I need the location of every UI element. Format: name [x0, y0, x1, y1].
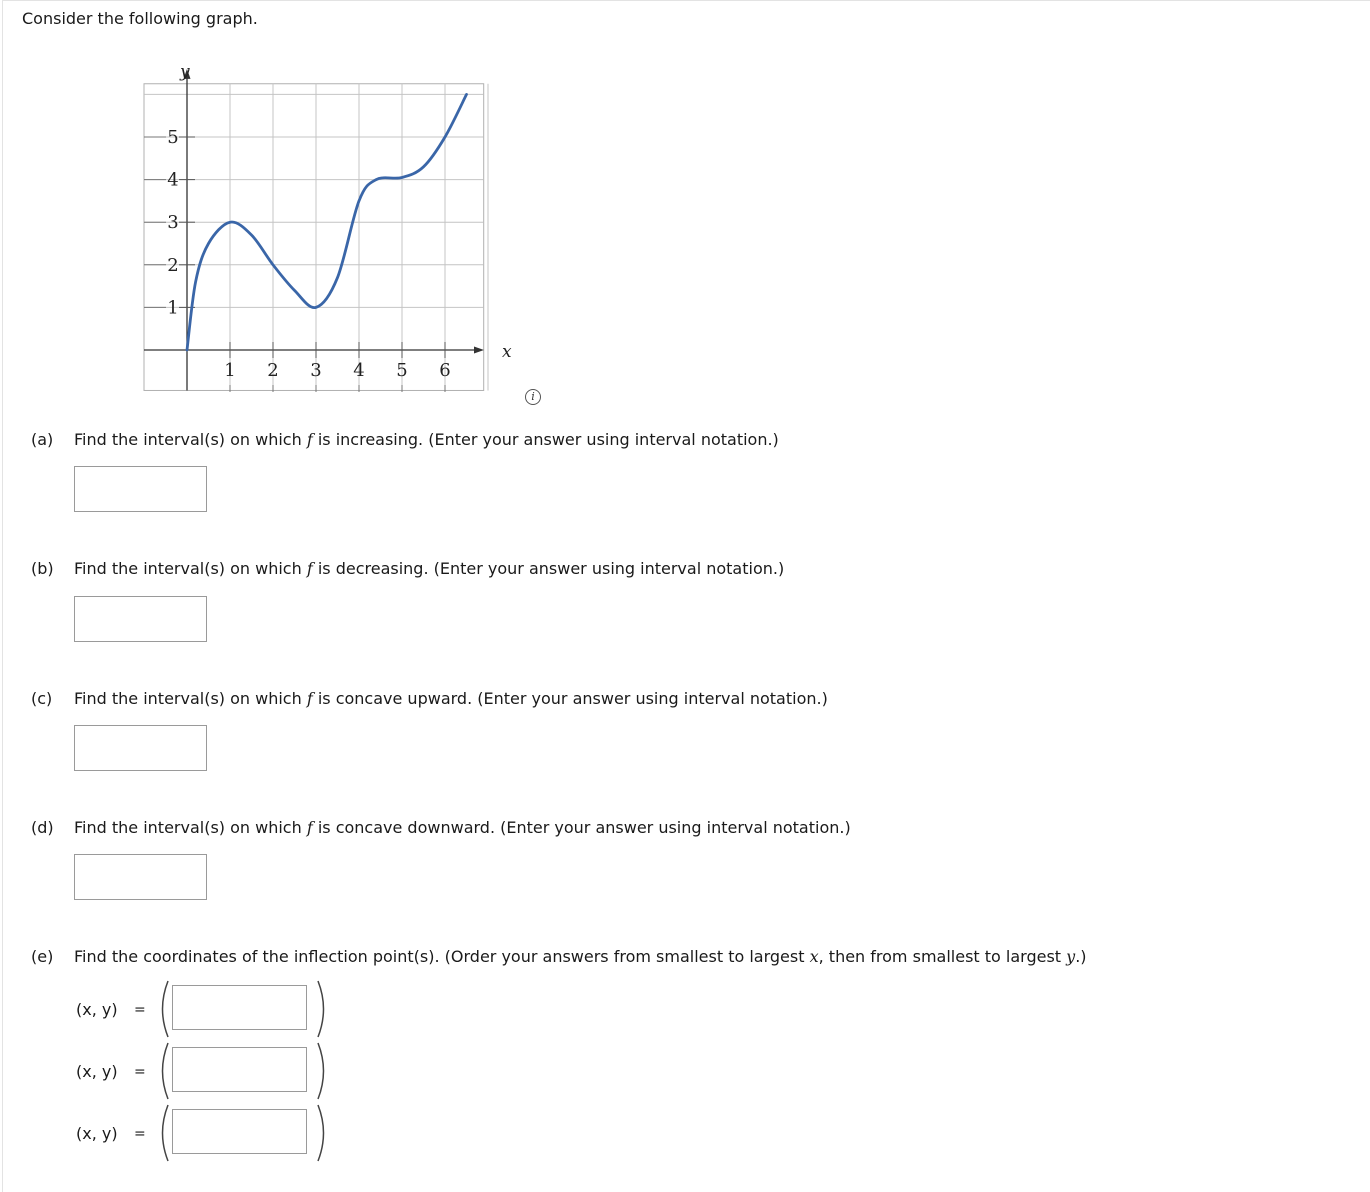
graph-axes [144, 69, 484, 391]
intro-text: Consider the following graph. [22, 9, 258, 28]
question-a-text-start: Find the interval(s) on which [74, 430, 307, 449]
question-d-text-end: is concave downward. (Enter your answer using interval notation.) [312, 818, 851, 837]
point-2-label: (x, y) [76, 1062, 118, 1081]
question-e-text-2: , then from smallest to largest [818, 947, 1067, 966]
answer-a-input[interactable] [74, 466, 207, 512]
question-e [31, 947, 1087, 966]
point-3-label: (x, y) [76, 1124, 118, 1143]
question-c-label: (c) [31, 689, 53, 708]
y-axis-label: y [180, 62, 190, 82]
answer-b-input[interactable] [74, 596, 207, 642]
x-tick-label: 4 [353, 360, 365, 381]
question-e-text-3: .) [1075, 947, 1087, 966]
open-paren-icon [156, 979, 170, 1039]
graph-frame [144, 84, 484, 391]
close-paren-icon [316, 979, 330, 1039]
question-b-text-start: Find the interval(s) on which [74, 559, 307, 578]
answer-d-input[interactable] [74, 854, 207, 900]
function-graph [0, 0, 560, 410]
question-c-text-start: Find the interval(s) on which [74, 689, 307, 708]
x-tick-label: 5 [396, 360, 408, 381]
question-a [31, 430, 779, 449]
inflection-point-3-input[interactable] [172, 1109, 307, 1154]
question-d-label: (d) [31, 818, 54, 837]
point-2-equals: = [134, 1064, 146, 1080]
question-b [31, 559, 784, 578]
question-b-label: (b) [31, 559, 54, 578]
question-b-text-end: is decreasing. (Enter your answer using interval notation.) [312, 559, 785, 578]
question-c-var: f [306, 689, 313, 708]
y-tick-label: 2 [167, 254, 179, 276]
open-paren-icon [156, 1103, 170, 1163]
point-1-equals: = [134, 1002, 146, 1018]
info-icon[interactable]: i [525, 389, 541, 405]
x-axis-arrow-icon [474, 347, 484, 354]
question-e-text-1: Find the coordinates of the inflection point(s). (Order your answers from smallest to largest [74, 947, 810, 966]
question-a-label: (a) [31, 430, 54, 449]
question-b-var: f [306, 559, 313, 578]
question-d-text-start: Find the interval(s) on which [74, 818, 307, 837]
question-e-var-x: x [809, 947, 819, 966]
question-d-var: f [306, 818, 313, 837]
question-d [31, 818, 851, 837]
y-tick-label: 3 [167, 212, 179, 234]
y-tick-label: 1 [167, 297, 179, 319]
point-3-equals: = [134, 1126, 146, 1142]
inflection-point-2-input[interactable] [172, 1047, 307, 1092]
open-paren-icon [156, 1041, 170, 1101]
y-tick-label: 4 [167, 169, 179, 191]
x-tick-label: 1 [224, 360, 236, 381]
x-tick-label: 3 [310, 360, 322, 381]
question-a-var: f [306, 430, 313, 449]
inflection-point-1-input[interactable] [172, 985, 307, 1030]
question-e-var-y: y [1066, 947, 1076, 966]
graph-tick-labels [144, 127, 451, 392]
answer-c-input[interactable] [74, 725, 207, 771]
x-tick-label: 2 [267, 360, 279, 381]
x-axis-label: x [502, 342, 512, 362]
question-c [31, 689, 828, 708]
point-1-label: (x, y) [76, 1000, 118, 1019]
y-tick-label: 5 [167, 127, 179, 148]
close-paren-icon [316, 1041, 330, 1101]
x-tick-label: 6 [439, 360, 451, 381]
question-c-text-end: is concave upward. (Enter your answer using interval notation.) [312, 689, 828, 708]
question-a-text-end: is increasing. (Enter your answer using interval notation.) [312, 430, 779, 449]
question-e-label: (e) [31, 947, 54, 966]
close-paren-icon [316, 1103, 330, 1163]
